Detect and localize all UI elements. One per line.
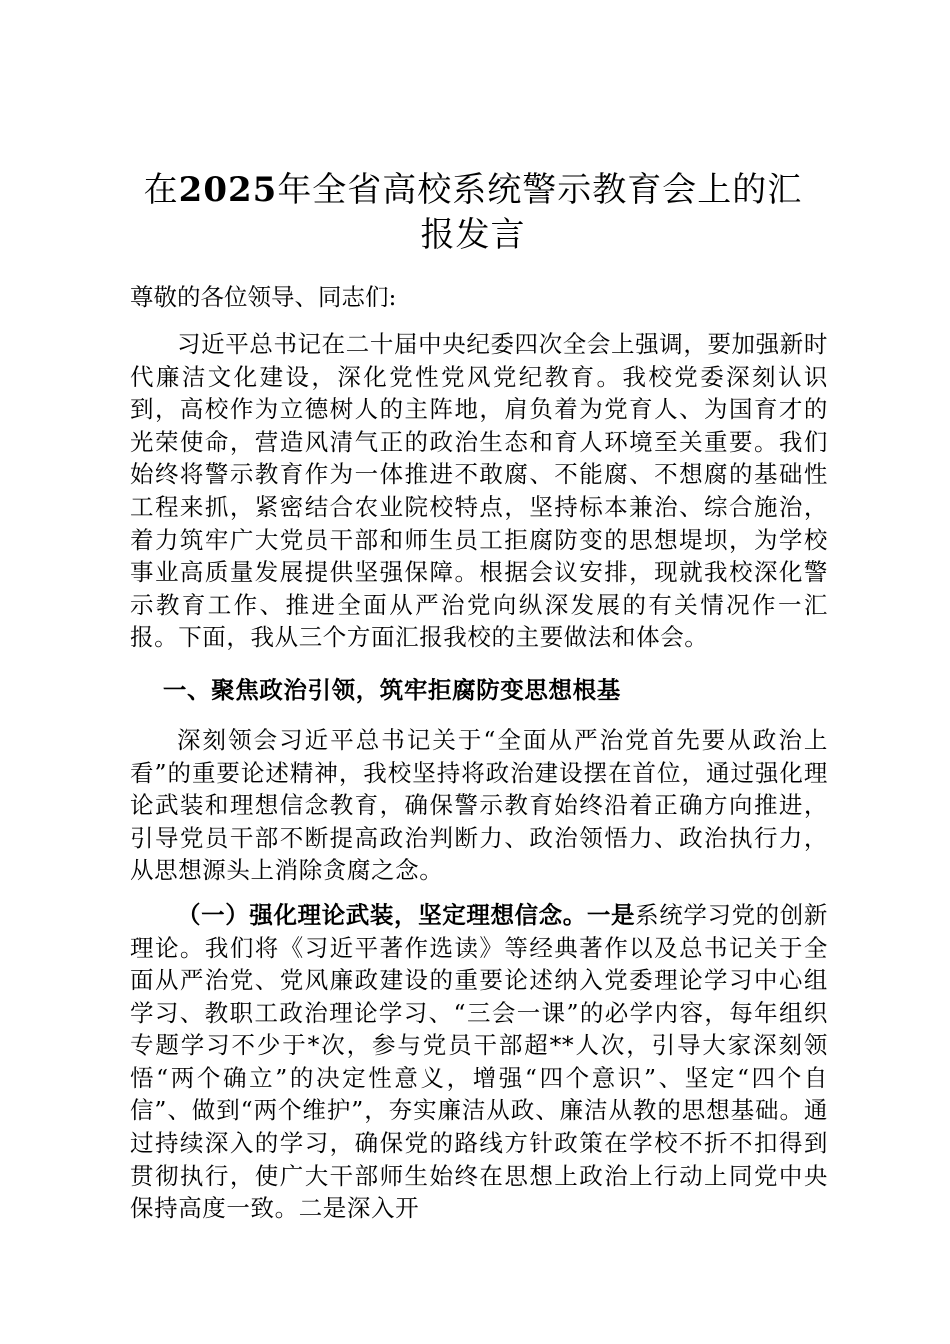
intro-paragraph: 习近平总书记在二十届中央纪委四次全会上强调，要加强新时代廉洁文化建设，深化党性党风党纪教育。我校党委深刻认识到，高校作为立德树人的主阵地，肩负着为党育人、为国育才的光荣使命，营造风清气正的政治生态和育人环境至关重要。我们始终将警示教育作为一体推进不敢腐、不能腐、不想腐的基础性工程来抓，紧密结合农业院校特点，坚持标本兼治、综合施治，着力筑牢广大党员干部和师生员工拒腐防变的思想堤坝，为学校事业高质量发展提供坚强保障。根据会议安排，现就我校深化警示教育工作、推进全面从严治党向纵深发展的有关情况作一汇报。下面，我从三个方面汇报我校的主要做法和体会。 [130, 330, 828, 652]
salutation: 尊敬的各位领导、同志们: [130, 283, 397, 311]
title-suffix: 年全省高校系统警示教育会上的汇报发言 [277, 170, 803, 255]
section-1-paragraph: 深刻领会习近平总书记关于“全面从严治党首先要从政治上看”的重要论述精神，我校坚持将政治建设摆在首位，通过强化理论武装和理想信念教育，确保警示教育始终沿着正确方向推进，引导党员干部不断提高政治判断力、政治领悟力、政治执行力，从思想源头上消除贪腐之念。 [130, 725, 828, 885]
subsection-1-paragraph [130, 899, 828, 1225]
subsection-1-heading: （一）强化理论武装，坚定理想信念。 [177, 900, 587, 929]
section-heading-1: 一、聚焦政治引领，筑牢拒腐防变思想根基 [162, 675, 621, 704]
document-title [130, 168, 828, 258]
subsection-1-body: 系统学习党的创新理论。我们将《习近平著作选读》等经典著作以及总书记关于全面从严治党、党风廉政建设的重要论述纳入党委理论学习中心组学习、教职工政治理论学习、“三会一课”的必学内容，每年组织专题学习不少于*次，参与党员干部超**人次，引导大家深刻领悟“两个确立”的决定性意义，增强“四个意识”、坚定“四个自信”、做到“两个维护”，夯实廉洁从政、廉洁从教的思想基础。通过持续深入的学习，确保党的路线方针政策在学校不折不扣得到贯彻执行，使广大干部师生始终在思想上政治上行动上同党中央保持高度一致。二是深入开 [130, 900, 829, 1223]
subsection-1-lead: 一是 [586, 900, 636, 929]
title-prefix: 在 [143, 170, 179, 210]
title-year: 2025 [178, 170, 278, 210]
